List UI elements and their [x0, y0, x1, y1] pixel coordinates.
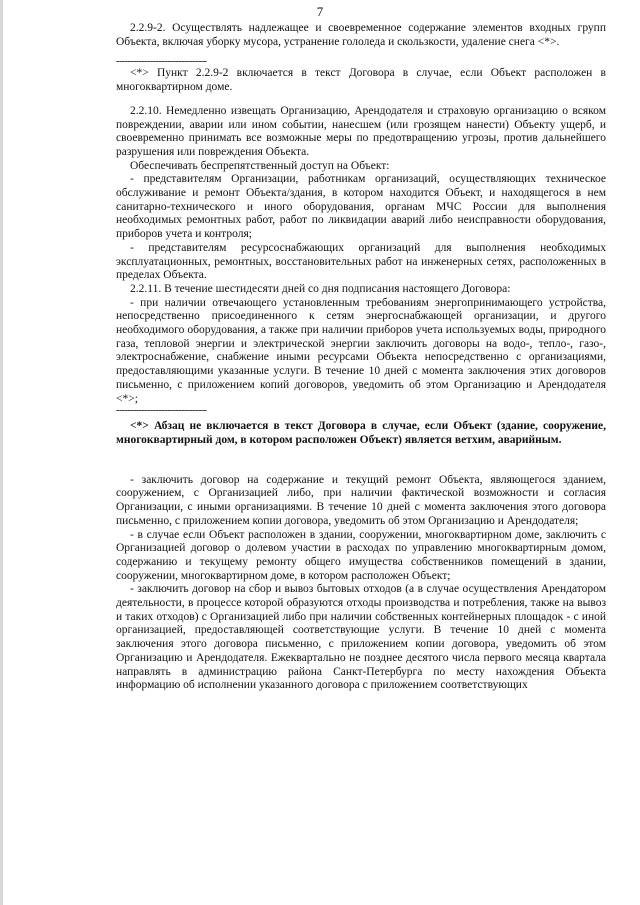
document-body [116, 22, 606, 693]
clause-2-2-11-shared-costs: - в случае если Объект расположен в здании, сооружении, многоквартирном доме, заключить с Организацией договор о долевом участии в расходах по управлению многоквартирным домом, содержанию и текущему ремонту общего имущества собственников помещений в здании, сооружении, многоквартирном доме, в котором расположен Объект; [116, 528, 606, 582]
footnote-separator: -------------------------------- [116, 405, 207, 417]
clause-2-2-9-2: 2.2.9-2. Осуществлять надлежащее и своевременное содержание элементов входных групп Объекта, включая уборку мусора, устранение гололеда и скользкости, удаление снега <*>. [116, 22, 606, 48]
clause-2-2-10: 2.2.10. Немедленно извещать Организацию, Арендодателя и страховую организацию о всяком повреждении, аварии или ином событии, нанесшем (или грозящем нанести) Объекту ущерб, и своевременно принимать все возможные меры по предотвращению угрозы, против дальнейшего разрушения или повреждения Объекта. [116, 104, 606, 158]
clause-2-2-11-maintenance: - заключить договор на содержание и текущий ремонт Объекта, являющегося зданием, сооружением, с Организацией либо, при наличии фактической возможности и согласия Организации, с иными организациями. В течение 10 дней с момента заключения этого договора письменно, с приложением копии договора, уведомить об этом Организацию и Арендодателя; [116, 473, 606, 527]
clause-2-2-11: 2.2.11. В течение шестидесяти дней со дня подписания настоящего Договора: [130, 282, 511, 295]
footnote-separator: -------------------------------- [116, 56, 207, 68]
page-edge-shadow [0, 0, 3, 905]
access-heading: Обеспечивать беспрепятственный доступ на Объект: [130, 159, 390, 172]
footnote-2: <*> Абзац не включается в текст Договора в случае, если Объект (здание, сооружение, многоквартирный дом, в котором расположен Объект) является ветхим, аварийным. [116, 420, 606, 446]
access-item-organization: - представителям Организации, работникам организаций, осуществляющих техническое обслуживание и ремонт Объекта/здания, в котором находится Объект, и находящегося в нем санитарно-технического и иного оборудования, органам МЧС России для выполнения необходимых ремонтных работ, работ по ликвидации аварий либо неисправности оборудования, приборов учета и контроля; [116, 173, 606, 241]
page-number: 7 [316, 4, 324, 19]
clause-2-2-11-waste: - заключить договор на сбор и вывоз бытовых отходов (а в случае осуществления Арендатором деятельности, в процессе которой образуются отходы производства и потребления, также на вывоз и таких отходов) с Организацией либо при наличии собственных контейнерных площадок - с иной организацией, предоставляющей соответствующие услуги. В течение 10 дней с момента заключения этого договора письменно, с приложением копии договора, уведомить об этом Организацию и Арендодателя. Ежеквартально не позднее десятого числа первого месяца квартала направлять в администрацию района Санкт-Петербурга по месту нахождения Объекта информацию об исполнении указанного договора с приложением соответствующих [116, 583, 606, 692]
clause-2-2-11-utilities: - при наличии отвечающего установленным требованиям энергопринимающего устройства, непосредственно присоединенного к сетям энергоснабжающей организации, и другого необходимого оборудования, а также при наличии приборов учета используемых воды, природного газа, тепловой энергии и электрической энергии заключить договоры на водо-, тепло-, газо-, электроснабжение, снабжение иными ресурсами Объекта непосредственно с организациями, предоставляющими указанные услуги. В течение 10 дней с момента заключения этих договоров письменно, с приложением копий договоров, уведомить об этом Организацию и Арендодателя <*>; [116, 296, 606, 405]
access-item-resource-suppliers: - представителям ресурсоснабжающих организаций для выполнения необходимых эксплуатационных, ремонтных, восстановительных работ на инженерных сетях, расположенных в пределах Объекта. [116, 241, 606, 282]
footnote-1: <*> Пункт 2.2.9-2 включается в текст Договора в случае, если Объект расположен в многоквартирном доме. [116, 67, 606, 94]
